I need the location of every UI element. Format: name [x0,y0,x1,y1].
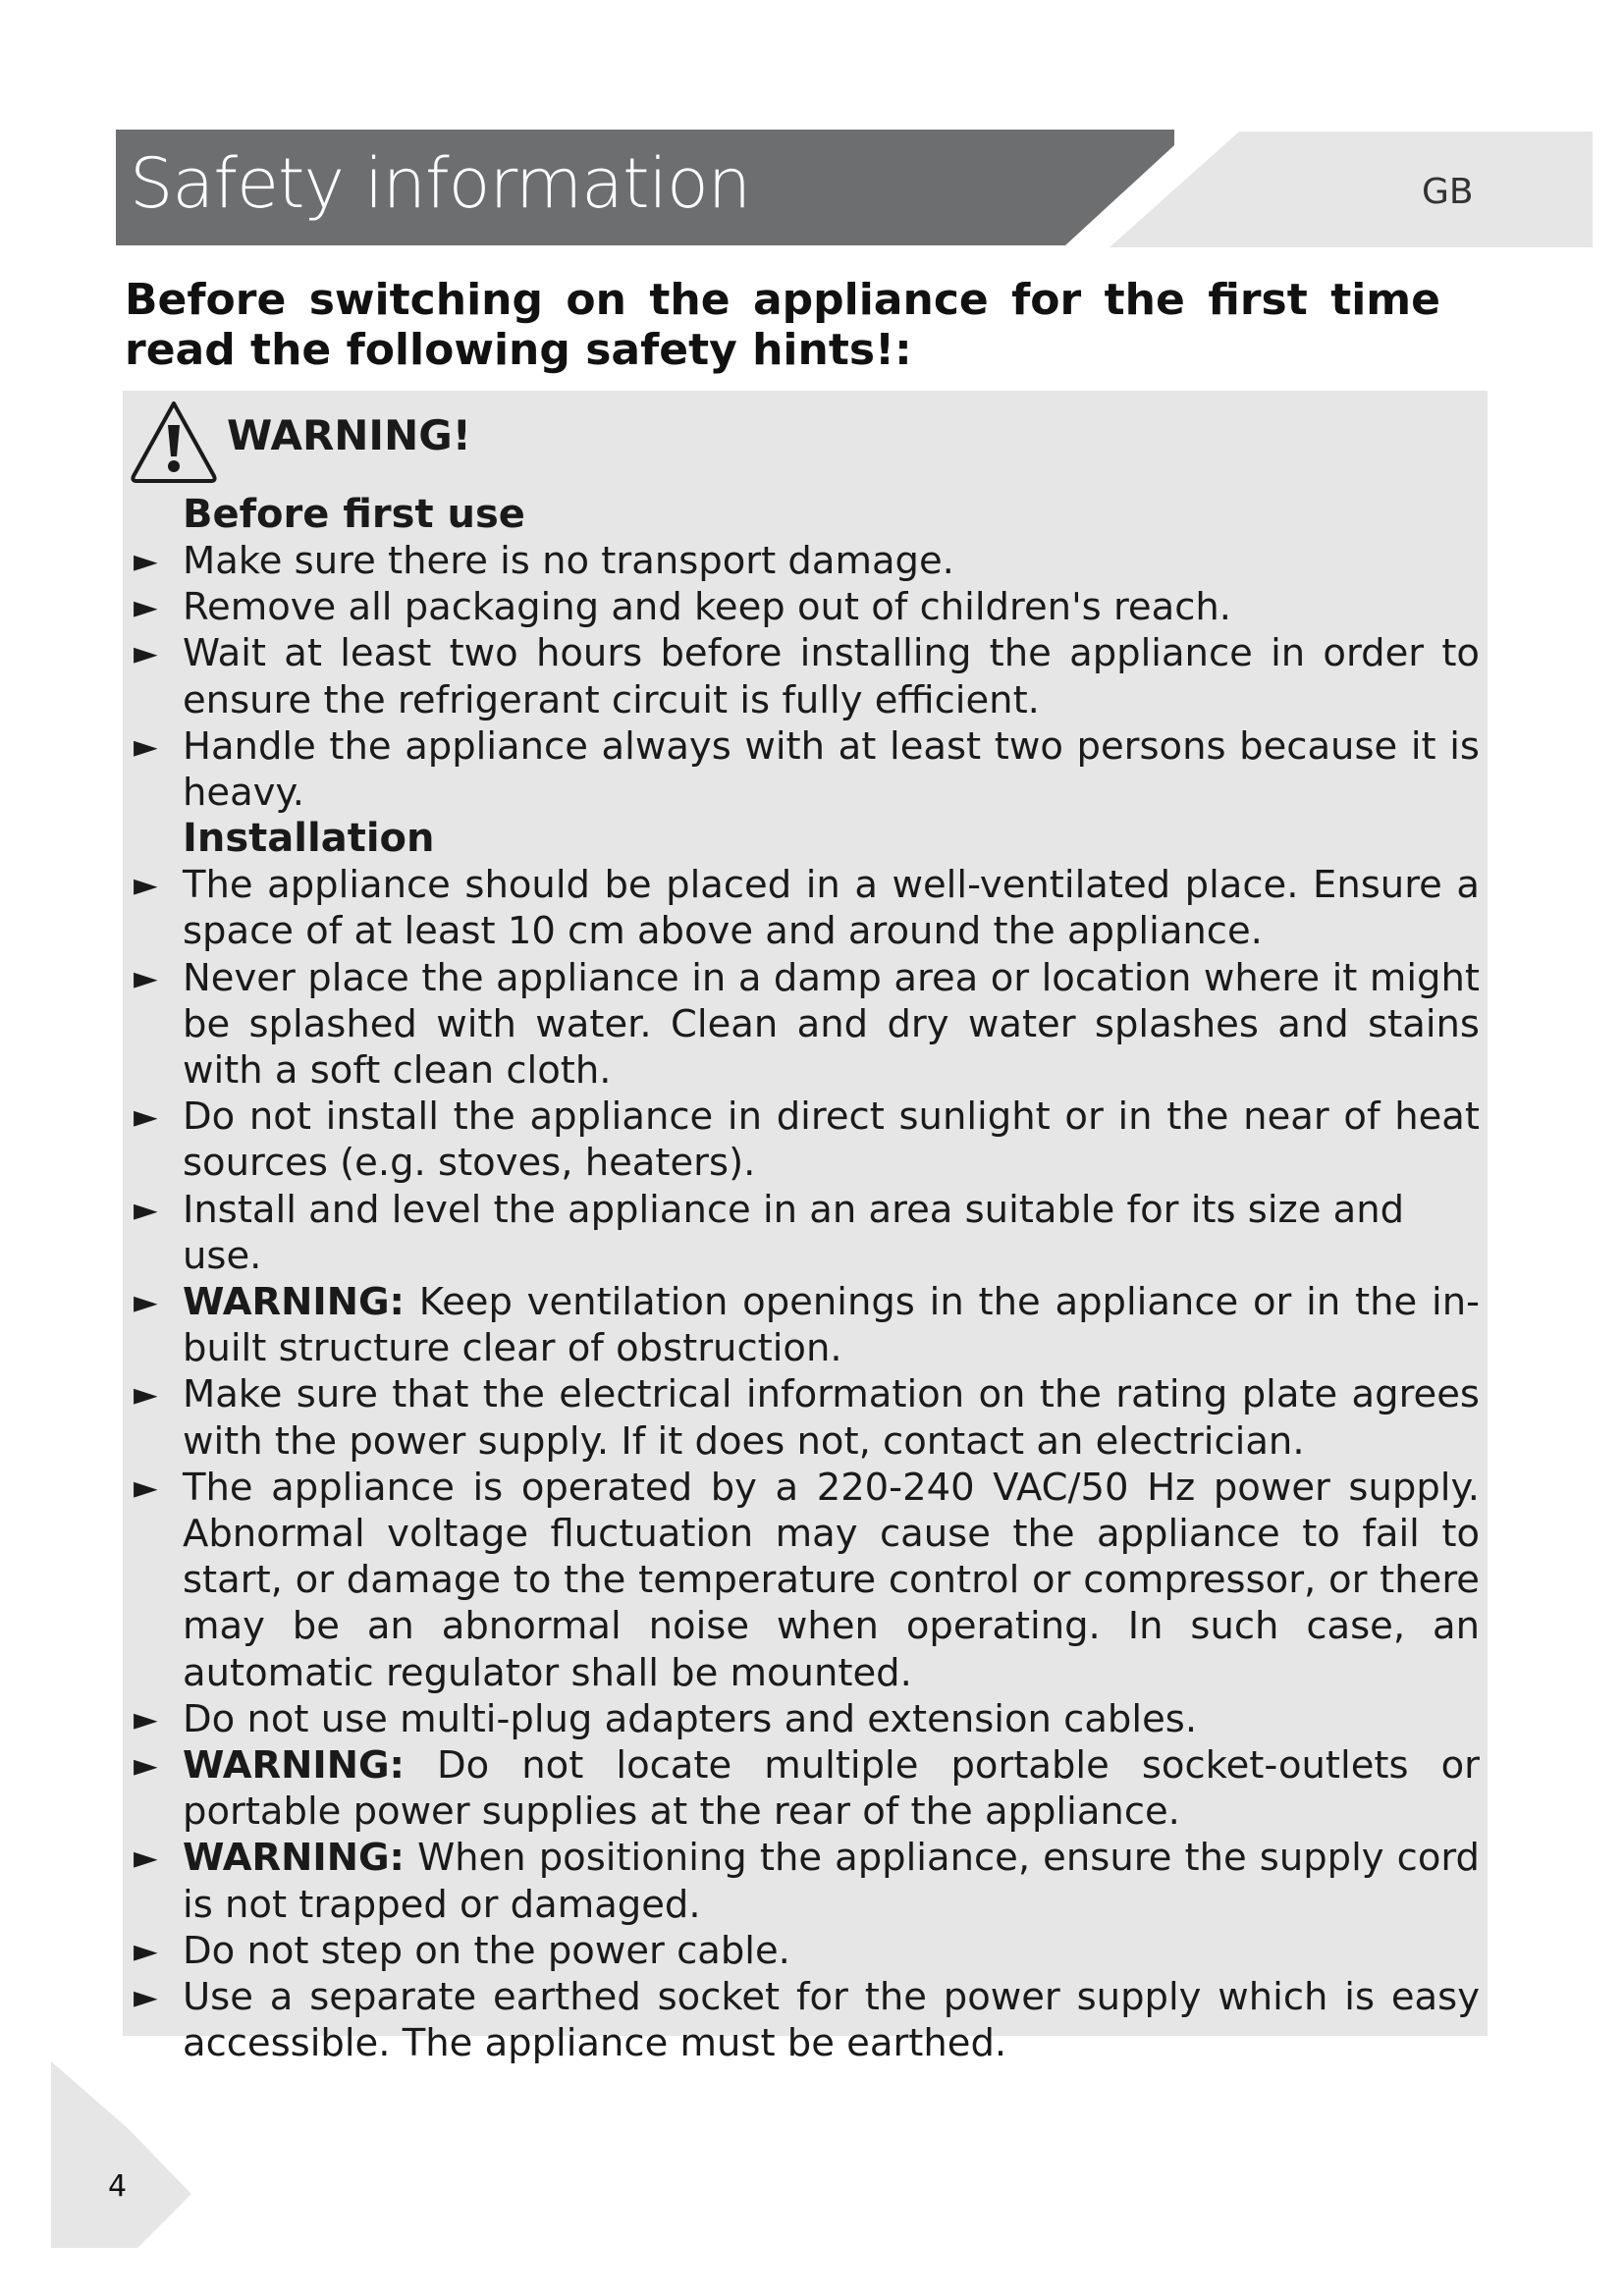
list-item: ► Do not use multi-plug adapters and extension cables. [134,1696,1198,1741]
bullet-arrow-icon: ► [134,634,158,672]
list-item: ► Do not step on the power cable. [134,1928,790,1973]
bullet-arrow-icon: ► [134,1699,158,1737]
bullet-arrow-icon: ► [134,958,158,996]
bullet-arrow-icon: ► [134,1931,158,1969]
warning-label: WARNING: [183,1743,405,1789]
safety-content [123,492,1480,2067]
section-title: Safety information [130,143,751,224]
warning-title: WARNING! [227,411,471,459]
intro-text: Before switching on the appliance for the first time read the following safety hints!: [125,275,1440,375]
list-item: ► WARNING: When positioning the appliance, ensure the supply cord is not trapped or damaged. [134,1836,1480,1927]
list-item: ► The appliance is operated by a 220-240 VAC/50 Hz power supply. Abnormal voltage fluctuation may cause the appliance to fail to start, or damage to the temperature control or compressor, or there may be an abnormal noise when operating. In such case, an automatic regulator shall be mounted. [134,1465,1480,1695]
bullet-arrow-icon: ► [134,1839,158,1877]
list-item: ► Make sure there is no transport damage. [134,539,954,583]
list-item: ► Use a separate earthed socket for the power supply which is easy accessible. The appliance must be earthed. [134,1975,1480,2066]
list-item: ► The appliance should be placed in a well-ventilated place. Ensure a space of at least 10 cm above and around the appliance. [134,863,1480,954]
bullet-arrow-icon: ► [134,542,158,579]
page-number: 4 [108,2169,128,2204]
bullet-arrow-icon: ► [134,1190,158,1228]
list-item: ► Remove all packaging and keep out of children's reach. [134,585,1232,630]
bullet-arrow-icon: ► [134,1097,158,1136]
installation-heading: Installation [183,816,435,862]
bullet-arrow-icon: ► [134,726,158,765]
warning-label: WARNING: [183,1836,405,1881]
bullet-arrow-icon: ► [134,1375,158,1414]
bullet-arrow-icon: ► [134,866,158,904]
list-item: ► Wait at least two hours before installing the appliance in order to ensure the refrigerant circuit is fully efficient. [134,631,1480,722]
list-item: ► WARNING: Do not locate multiple portable socket-outlets or portable power supplies at the rear of the appliance. [134,1743,1480,1835]
header-banner [0,0,1624,265]
bullet-arrow-icon: ► [134,1468,158,1506]
warning-box [123,391,1488,2066]
warning-triangle-icon [128,398,220,486]
list-item: ► Handle the appliance always with at least two persons because it is heavy. [134,723,1480,816]
bullet-arrow-icon: ► [134,1978,158,2016]
list-item: ► Do not install the appliance in direct sunlight or in the near of heat sources (e.g. stoves, heaters). [134,1095,1480,1186]
before-first-use-heading: Before first use [183,492,525,537]
bullet-arrow-icon: ► [134,588,158,626]
bullet-arrow-icon: ► [134,1283,158,1321]
list-item: ► Install and level the appliance in an area suitable for its size and use. [134,1187,1405,1278]
bullet-arrow-icon: ► [134,1746,158,1785]
language-code: GB [1422,172,1474,212]
page-corner-shape [0,2061,196,2258]
lang-tab-shape [1110,132,1593,247]
list-item: ► WARNING: Keep ventilation openings in the appliance or in the in-built structure clear of obstruction. [134,1280,1480,1371]
warning-label: WARNING: [183,1280,405,1325]
list-item: ► Make sure that the electrical information on the rating plate agrees with the power supply. If it does not, contact an electrician. [134,1372,1480,1464]
list-item: ► Never place the appliance in a damp area or location where it might be splashed with water. Clean and dry water splashes and stains with a soft clean cloth. [134,955,1480,1094]
